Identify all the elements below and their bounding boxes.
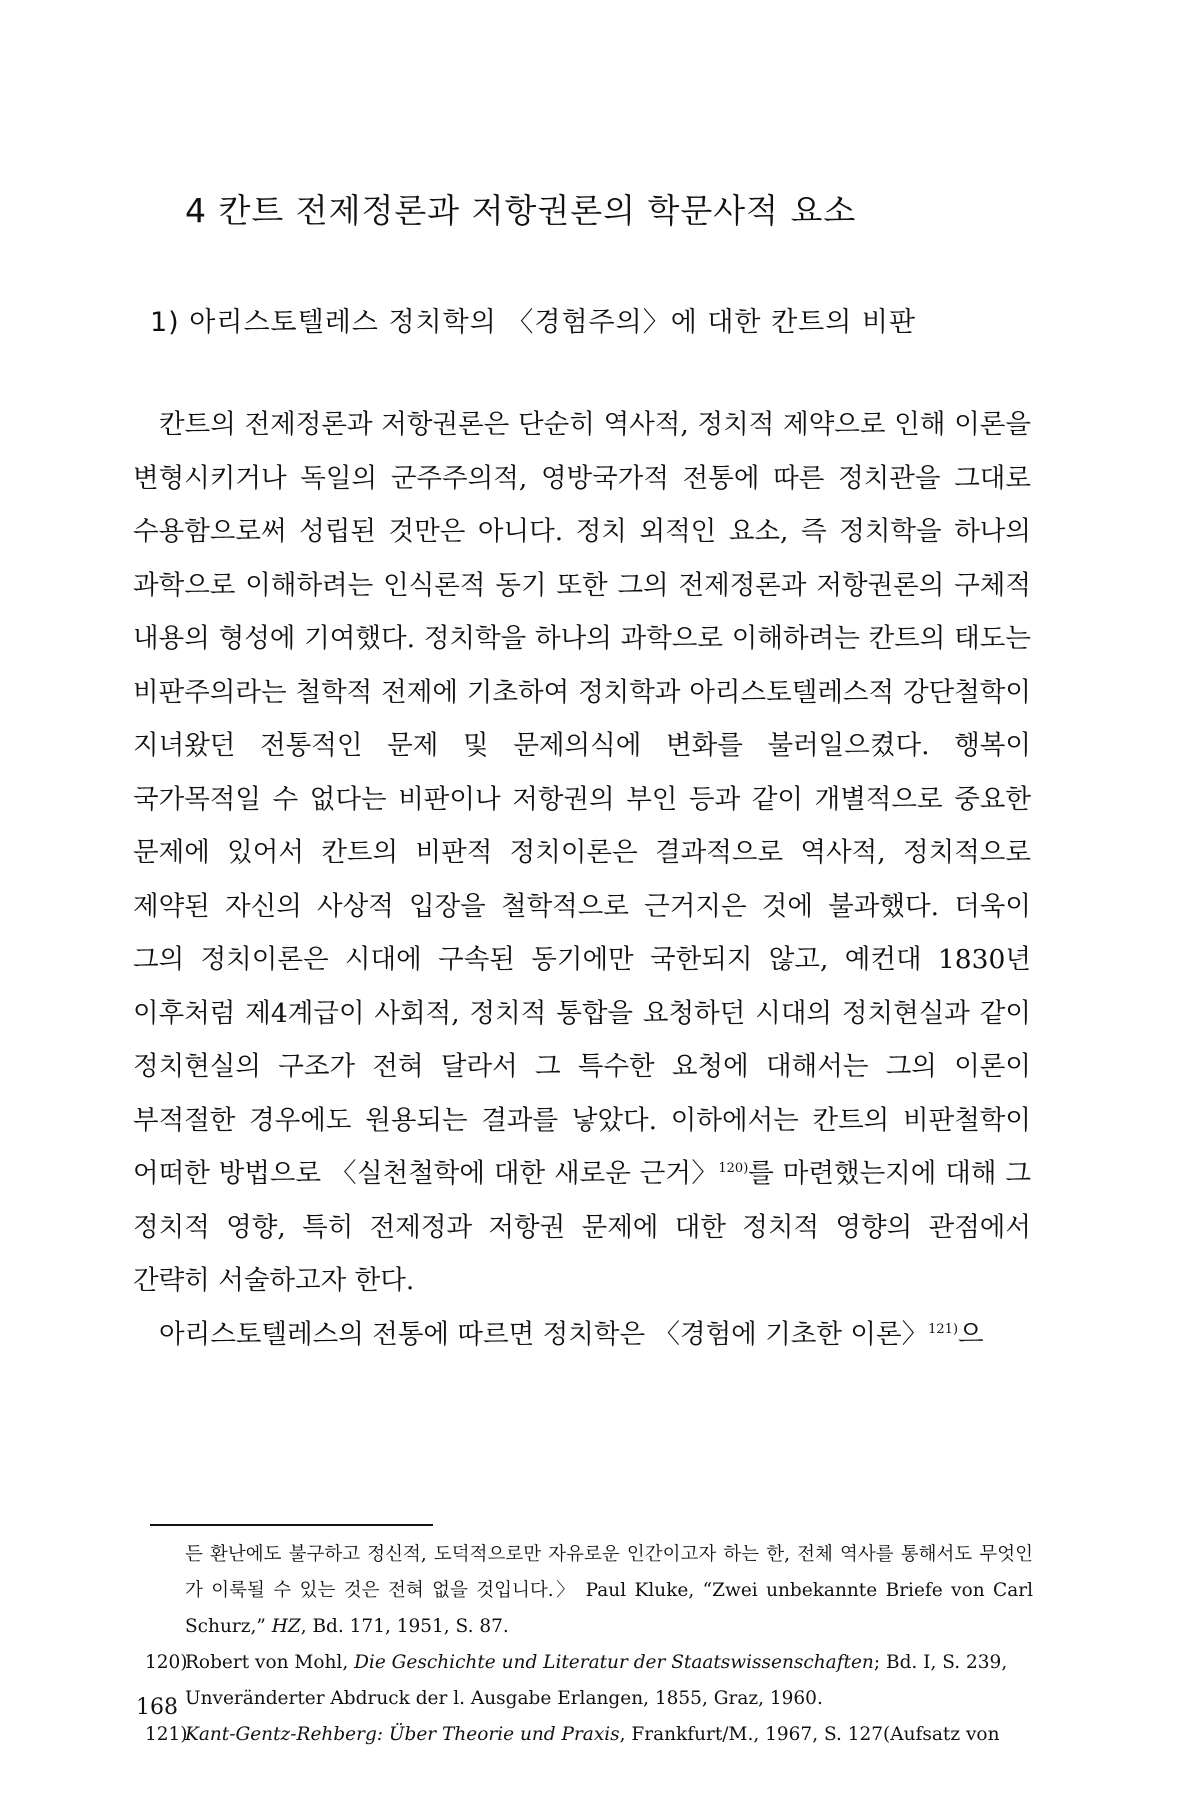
footnote-120 — [145, 1645, 1033, 1717]
footnote-ref-121: 121) — [928, 1321, 959, 1337]
footnote-continuation-journal: HZ — [271, 1616, 301, 1637]
footnote-120-text-b: ; Bd. I, S. 239, — [873, 1652, 1008, 1673]
section-title: 1) 아리스토텔레스 정치학의 〈경험주의〉에 대한 칸트의 비판 — [150, 307, 917, 338]
chapter-title: 4 칸트 전제정론과 저항권론의 학문사적 요소 — [185, 191, 857, 230]
footnote-121 — [145, 1717, 1033, 1753]
paragraph-1-text-b: 를 마련했는지에 대해 그 정치적 영향, 특히 전제정과 저항권 문제에 대한 정치적 영향의 관점에서 간략히 서술하고자 한다. — [133, 1158, 1031, 1296]
footnote-120-number: 120) — [145, 1652, 188, 1673]
footnote-continuation-text-a: 든 환난에도 불구하고 정신적, 도덕적으로만 자유로운 인간이고자 하는 한, 전체 역사를 통해서도 무엇인가 이룩될 수 있는 것은 전혀 없을 것입니다.〉 Paul Kluke, “Zwei unbekannte Briefe von Carl Schurz,” — [185, 1544, 1033, 1637]
page-number: 168 — [136, 1695, 178, 1720]
paragraph-1-text-a: 칸트의 전제정론과 저항권론은 단순히 역사적, 정치적 제약으로 인해 이론을 변형시키거나 독일의 군주주의적, 영방국가적 전통에 따른 정치관을 그대로 수용함으로써 성립된 것만은 아니다. 정치 외적인 요소, 즉 정치학을 하나의 과학으로 이해하려는 인식론적 동기 또한 그의 전제정론과 저항권론의 구체적 내용의 형성에 기여했다. 정치학을 하나의 과학으로 이해하려는 칸트의 태도는 비판주의라는 철학적 전제에 기초하여 정치학과 아리스토텔레스적 강단철학이 지녀왔던 전통적인 문제 및 문제의식에 변화를 불러일으켰다. 행복이 국가목적일 수 없다는 비판이나 저항권의 부인 등과 같이 개별적으로 중요한 문제에 있어서 칸트의 비판적 정치이론은 결과적으로 역사적, 정치적으로 제약된 자신의 사상적 입장을 철학적으로 근거지은 것에 불과했다. 더욱이 그의 정치이론은 시대에 구속된 동기에만 국한되지 않고, 예컨대 1830년 이후처럼 제4계급이 사회적, 정치적 통합을 요청하던 시대의 정치현실과 같이 정치현실의 구조가 전혀 달라서 그 특수한 요청에 대해서는 그의 이론이 부적절한 경우에도 원용되는 결과를 낳았다. 이하에서는 칸트의 비판철학이 어떠한 방법으로 〈실천철학에 대한 새로운 근거〉 — [133, 409, 1031, 1189]
paragraph-2-text-b: 으 — [958, 1318, 984, 1350]
footnote-ref-120: 120) — [718, 1161, 749, 1177]
paragraph-2 — [133, 1308, 1031, 1362]
footnote-121-title: Kant-Gentz-Rehberg: Über Theorie und Praxis — [185, 1724, 620, 1745]
paragraph-2-text-a: 아리스토텔레스의 전통에 따르면 정치학은 〈경험에 기초한 이론〉 — [159, 1318, 929, 1350]
footnote-121-text: , Frankfurt/M., 1967, S. 127(Aufsatz von — [619, 1724, 1000, 1745]
footnotes — [145, 1537, 1033, 1753]
footnote-120-title: Die Geschichte und Literatur der Staatswissenschaften — [354, 1652, 874, 1673]
paragraph-1 — [133, 398, 1031, 1308]
footnote-120-text-a: Robert von Mohl, — [185, 1652, 355, 1673]
footnote-120-line-2: Unveränderter Abdruck der l. Ausgabe Erlangen, 1855, Graz, 1960. — [185, 1688, 823, 1709]
footnote-120-line-1 — [145, 1645, 1033, 1681]
footnote-separator — [150, 1524, 433, 1526]
footnote-continuation-text-b: , Bd. 171, 1951, S. 87. — [300, 1616, 509, 1637]
footnote-121-line-1 — [145, 1717, 1033, 1753]
footnote-121-number: 121) — [145, 1724, 188, 1745]
body-text — [133, 398, 1031, 1361]
footnote-continuation — [145, 1537, 1033, 1645]
